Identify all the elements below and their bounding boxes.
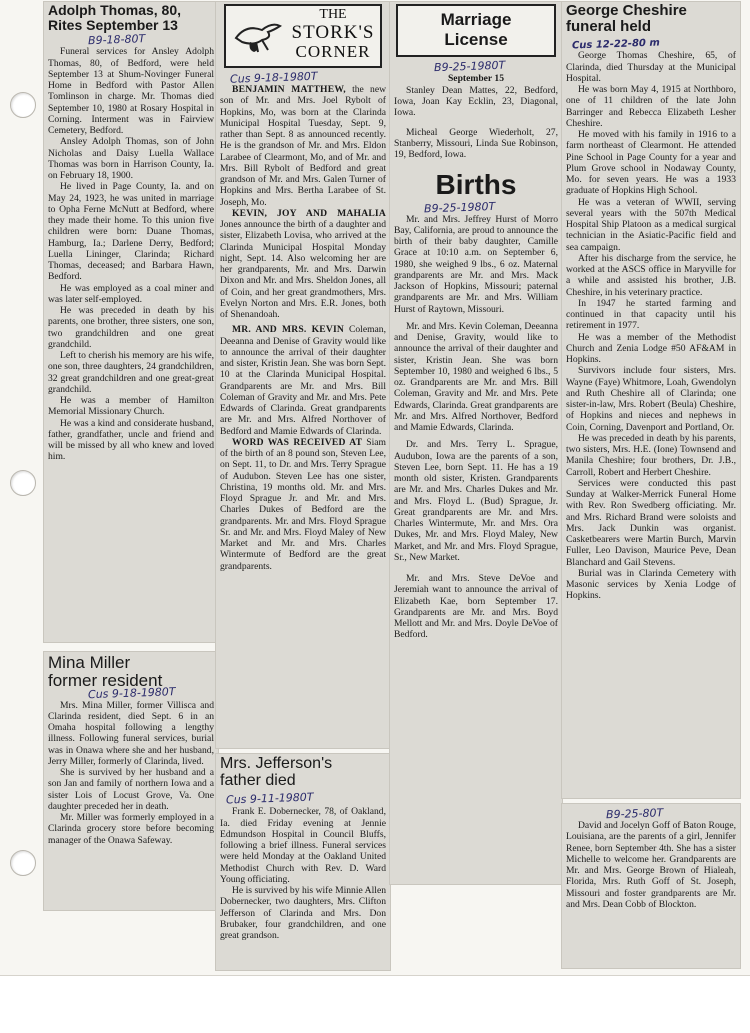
handwritten-date-note: B9-25-1980T	[433, 58, 506, 74]
miller-obituary	[44, 652, 218, 910]
thomas-headline: Adolph Thomas, 80, Rites September 13	[48, 2, 182, 33]
license-date: September 15	[447, 72, 505, 84]
handwritten-date-note: B9-25-80T	[605, 806, 664, 822]
handwritten-date-note: Cus 12-22-80 m	[571, 36, 660, 52]
birth-lead-in: WORD WAS RECEIVED AT	[232, 436, 363, 448]
paragraph: He was born May 4, 1915 at Northboro, one of 11 children of the late John Barringer and Rebecca Elizabeth Lesher Cheshire.	[566, 84, 736, 129]
handwritten-date-note: Cus 9-18-1980T	[87, 684, 176, 701]
paragraph: He moved with his family in 1916 to a farm northeast of Clearmont. He attended Pine School in Page County for a year and Plum Grove school in Nodaway County, Mo. for seven years. He was a 1933 graduate of Hopkins High School.	[566, 129, 736, 197]
binder-hole	[10, 92, 36, 118]
storks-corner-title: THE	[319, 7, 347, 22]
birth-lead-in: MR. AND MRS. KEVIN	[232, 324, 345, 336]
paragraph: Stanley Dean Mattes, 22, Bedford, Iowa, Joan Kay Ecklin, 23, Diagonal, Iowa.	[394, 84, 558, 119]
thomas-obituary	[44, 2, 218, 642]
paragraph: Funeral services for Ansley Adolph Thomas, 80, of Bedford, were held September 13 at Shum-Novinger Funeral Home in Bedford with Pastor Allen Tomlinson in charge. Mr. Thomas died September 10, 1980 at Rosary Hospital in Corning. Interment was in Fairview Cemetery, Bedford.	[48, 46, 214, 137]
paragraph: After his discharge from the service, he worked at the ASCS office in Maryville for a while and assisted his brother, J.B. Cheshire, in his veterinary practice.	[566, 252, 736, 298]
paragraph: He lived in Page County, Ia. and on May 24, 1923, he was united in marriage to Opha Ferne McNutt at Bedford, where they made their home. To this union five children were born: Duane Thomas, Hamburg, Ia.; Darlene Derry, Bedford; Luella Lininger, Clarinda; Richard Thomas, deceased; and Barbara Hawn, Bedford.	[48, 181, 214, 283]
paragraph: Mr. Miller was formerly employed in a Clarinda grocery store before becoming manager of the Onawa Safeway.	[48, 812, 214, 846]
birth-notice-text: the new son of Mr. and Mrs. Joel Rybolt of Hopkins, Mo, was born at the Clarinda Municipal Hospital Tuesday, Sept. 9, rather than Sept. 8 as announced recently. He is the grandson of Mr. and Mrs. Eldon Larabee of Clearmont, Mo, and of Mr. and Mrs. Bill Rybolt of Bedford and great grandson of Mr. and Mrs. Galen Turner of Hopkins and Mrs. Bertha Larabee of St. Joseph, Mo.	[220, 84, 387, 208]
paragraph: Left to cherish his memory are his wife, one son, three daughters, 24 grandchildren, 32 great grandchildren and one great-great grandchild.	[48, 350, 214, 395]
handwritten-date-note: B9-18-80T	[87, 32, 146, 48]
paragraph: He was a member of Hamilton Memorial Missionary Church.	[48, 395, 214, 418]
paragraph: He was employed as a coal miner and was later self-employed.	[48, 282, 214, 305]
miller-headline: Mina Miller former resident	[48, 653, 163, 690]
paragraph: Frank E. Dobernecker, 78, of Oakland, Ia. died Friday evening at Jennie Edmundson Hospital in Council Bluffs, following a brief illness. Funeral services were held Monday at the Oakland United Methodist Church with Rev. D. Ward Young officiating.	[220, 806, 386, 885]
paragraph: He was preceded in death by his parents, one brother, three sisters, one son, two grandchildren and one great grandchild.	[48, 305, 214, 350]
birth-lead-in: BENJAMIN MATTHEW,	[232, 84, 346, 95]
handwritten-date-note: B9-25-1980T	[423, 199, 496, 216]
handwritten-date-note: Cus 9-11-1980T	[225, 790, 314, 807]
paragraph: David and Jocelyn Goff of Baton Rouge, Louisiana, are the parents of a girl, Jennifer Renee, born September 4th. She has a sister Michelle to welcome her. Grandparents are Mr. and Mrs. George Brown of Hialeah, Florida, Mrs. Ruth Goff of St. Joseph, Missouri and foster grandparents are Mr. and Mrs. Dean Cobb of Blockton.	[566, 820, 736, 910]
goff-birth-notice	[562, 804, 740, 968]
paragraph: He was a member of the Methodist Church and Zenia Lodge #50 AF&AM in Hopkins.	[566, 331, 736, 365]
storks-corner-title: CORNER	[295, 41, 371, 61]
birth-notice-text: Jones announce the birth of a daughter and sister, Elizabeth Lovisa, who arrived at the Clarinda Municipal Hospital Monday night, Sept. 14. Also welcoming her are her grandparents, Mr. and Mrs. Darwin Dixon and Mr. and Mrs. Sheldon Jones, all of Coin, and her great grandmothers, Mrs. Evelyn Norton and Mrs. E.R. Jones, both of Shenandoah.	[220, 219, 386, 320]
paragraph: Burial was in Clarinda Cemetery with Masonic services by Xenia Lodge of Hopkins.	[566, 567, 736, 602]
paragraph: She is survived by her husband and a son Jan and family of northern Iowa and a sister Lois of Locust Grove, Va. One daughter preceded her in death.	[48, 767, 214, 812]
paragraph: Mr. and Mrs. Steve DeVoe and Jeremiah want to announce the arrival of Elizabeth Kae, born September 17. Grandparents are Mr. and Mrs. Boyd Mellott and Mr. and Mrs. Doyle DeVoe of Bedford.	[394, 573, 558, 641]
paragraph: George Thomas Cheshire, 65, of Clarinda, died Thursday at the Municipal Hospital.	[566, 50, 736, 84]
marriage-license-births	[390, 2, 562, 884]
storks-corner	[216, 2, 390, 748]
jefferson-headline: Mrs. Jefferson's father diedCus 9-11-1980T	[220, 755, 333, 807]
paragraph: He was a kind and considerate husband, father, grandfather, uncle and friend and will be missed by all who knew and loved him.	[48, 417, 214, 463]
storks-corner-masthead	[224, 4, 382, 68]
storks-corner-title: STORK'S	[291, 21, 375, 43]
paragraph: Mr. and Mrs. Jeffrey Hurst of Morro Bay, California, are proud to announce the birth of their baby daughter, Camille Grace at 10:10 a.m. on September 6, 1980, she weighed 9 lbs., 6 oz. Maternal grandparents are Mr. and Mrs. Mack Jackson of Hopkins, Missouri; paternal grandparents are Mr. and Mrs. William Hurst of Raytown, Missouri.	[394, 213, 558, 315]
cheshire-obituary	[562, 2, 740, 798]
paragraph: He was a veteran of WWII, serving several years with the 507th Medical Hospital Ship Platoon as a medical surgical technician in the Asiatic-Pacific field and sea campaign.	[566, 196, 736, 253]
marriage-license-masthead: Marriage License	[396, 4, 556, 57]
paragraph: Dr. and Mrs. Terry L. Sprague, Audubon, Iowa are the parents of a son, Steven Lee, born Sept. 11. He has a 19 month old sister, Kristen. Grandparents are Mr. and Mrs. Charles Dukes and Mr. and Mrs. Floyd L. (Bud) Sprague, Jr. Great grandparents are Mr. and Mrs. Charles Wintermute, Mr. and Mrs. Ora Dukes, Mr. and Mrs. Floyd Maley, New Market, and Mr. and Mrs. Floyd Sprague, Sr., New Market.	[394, 439, 558, 563]
birth-notice-text: Coleman, Deeanna and Denise of Gravity would like to announce the arrival of their daughter and sister, Kristin Jean. She was born Sept. 10 at the Clarinda Municipal Hospital. Grandparents are Mr. and Mrs. Bill Coleman of Gravity and Mr. and Mrs. Pete Edwards of Clarinda. Great grandparents are Mr. and Mrs. Alfred Northover of Bedford and Mamie Edwards of Clarinda.	[220, 324, 386, 437]
paragraph: Services were conducted this past Sunday at Walker-Merrick Funeral Home with Rev. Ron Swedberg officiating. Mr. and Mrs. Richard Brand were soloists and Mrs. Jack Dunkin was organist. Casketbearers were Martin Burch, Marvin Fuller, Leo Davison, Maurice Peve, Dean Blanchard and Gail Stevens.	[566, 477, 736, 568]
page-margin	[0, 976, 750, 1033]
paragraph: He is survived by his wife Minnie Allen Dobernecker, two daughters, Mrs. Clifton Jefferson of Clarinda and Mrs. Don Brubaker, four grandchildren, and one great grandson.	[220, 885, 386, 942]
paragraph: In 1947 he started farming and continued in that capacity until his retirement in 1977.	[566, 297, 736, 332]
birth-notice-text: Siam of the birth of an 8 pound son, Steven Lee, on Sept. 11, to Dr. and Mrs. Terry Sprague of Audubon. Steven Lee has one sister, Christina, 19 months old. Mr. and Mrs. Floyd Sprague Jr. and Mr. and Mrs. Charles Dukes of Bedford are the grandparents. Mr. and Mrs. Floyd Sprague Sr. and Mr. and Mrs. Floyd Maley of New Market and Mr. and Mrs. Charles Wintermute of Bedford are the great grandparents.	[220, 436, 386, 572]
handwritten-date-note: Cus 9-18-1980T	[229, 69, 318, 86]
paragraph: Mr. and Mrs. Kevin Coleman, Deeanna and Denise, Gravity, would like to announce the arrival of their daughter and sister, Kristin Jean. She was born September 10, 1980 and weighed 6 lbs., 5 oz. Grandparents are Mr. and Mrs. Bill Coleman, Gravity and Mr. and Mrs. Pete Edwards, Clarinda. Great grandparents are Mr. and Mrs. Alfred Northover, Bedford and Mamie Edwards, Clarinda.	[394, 320, 558, 434]
paragraph: Micheal George Wiederholt, 27, Stanberry, Missouri, Linda Sue Robinson, 19, Bedford, Iowa.	[394, 126, 558, 161]
paragraph: Survivors include four sisters, Mrs. Wayne (Faye) Whitmore, Loah, Gwendolyn and Ruth Cheshire all of Clarinda; one sister-in-law, Mrs. Robert (Beula) Cheshire, of Hopkins and nieces and nephews in Coin, Corning, Davenport and Portland, Or.	[566, 365, 736, 433]
binder-hole	[10, 470, 36, 496]
paragraph: He was preceded in death by his parents, two sisters, Mrs. H.E. (Ione) Townsend and Manila Cheshire; four brothers, Dr. J.B., Carroll, Robert and Herbert Cheshire.	[566, 432, 736, 478]
births-headline: Births	[435, 169, 517, 201]
birth-lead-in: KEVIN, JOY AND MAHALIA	[232, 207, 386, 219]
paragraph: Ansley Adolph Thomas, son of John Nicholas and Daisy Luella Wallace Thomas was born in Harrison County, Ia. on February 18, 1900.	[48, 136, 214, 182]
cheshire-headline: George Cheshire funeral heldCus 12-22-80 m	[566, 2, 687, 52]
jefferson-obituary	[216, 754, 390, 970]
binder-hole	[10, 850, 36, 876]
paragraph: Mrs. Mina Miller, former Villisca and Clarinda resident, died Sept. 6 in an Omaha hospital following a lengthy illness. Following funeral services, burial was in Onawa where she and her husband, Jerry Miller, formerly of Clarinda, lived.	[48, 699, 214, 767]
stork-icon	[232, 16, 284, 56]
